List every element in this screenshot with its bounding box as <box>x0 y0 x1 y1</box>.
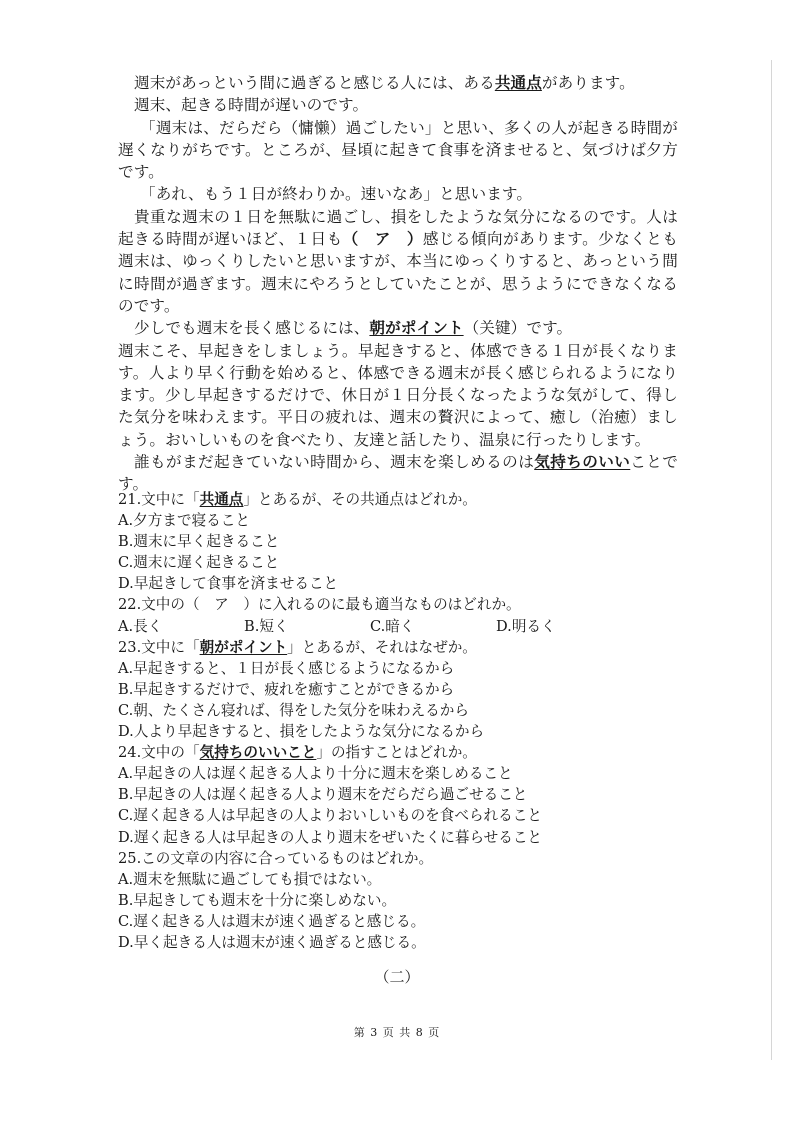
q22-option-a: A.長く <box>118 617 163 635</box>
q24-option-d: D.遅く起きる人は早起きの人より週末をぜいたくに暮らせること <box>118 828 543 846</box>
q25-option-c: C.遅く起きる人は週末が速く過ぎると感じる。 <box>118 912 426 930</box>
q23-option-d: D.人より早起きすると、損をしたような気分になるから <box>118 723 485 741</box>
page-edge-line <box>771 60 772 1060</box>
question-21: 21.文中に「共通点」とあるが、その共通点はどれか。 <box>118 491 477 508</box>
blank-a: （ ア ） <box>342 229 423 249</box>
question-23: 23.文中に「朝がポイント」とあるが、それはなぜか。 <box>118 638 477 656</box>
passage-paragraph-6: 少しでも週末を長く感じるには、朝がポイント（关键）です。 <box>134 318 573 338</box>
q21-option-d: D.早起きして食事を済ませること <box>118 575 339 593</box>
question-22: 22.文中の（ ア ）に入れるのに最も適当なものはどれか。 <box>118 596 521 614</box>
q25-option-a: A.週末を無駄に過ごしても損ではない。 <box>118 870 382 888</box>
q23-option-c: C.朝、たくさん寝れば、得をした気分を味わえるから <box>118 701 469 719</box>
q25-option-b: B.早起きしても週末を十分に楽しめない。 <box>118 891 397 909</box>
q21-option-c: C.週末に遅く起きること <box>118 554 280 572</box>
keyword-kyoutsuuten: 共通点 <box>494 73 542 92</box>
passage-paragraph-8: 誰もがまだ起きていない時間から、週末を楽しめるのは気持ちのいいことです。 <box>118 452 678 494</box>
passage-paragraph-7: 週末こそ、早起きをしましょう。早起きすると、体感できる１日が長くなります。人より早く行動を始めると、体感できる週末が長く感じられるようになります。少し早起きするだけで、休日が１日分長くなったような気がして、得した気分を味わえます。平日の疲れは、週末の贅沢によって、癒し（治癒）ましょう。おいしいものを食べたり、友達と話したり、温泉に行ったりします。 <box>118 341 678 449</box>
question-24: 24.文中の「気持ちのいいこと」の指すことはどれか。 <box>118 744 477 762</box>
q25-option-d: D.早く起きる人は週末が速く過ぎると感じる。 <box>118 933 426 951</box>
passage-paragraph-1: 週末があっという間に過ぎると感じる人には、ある共通点があります。 <box>134 73 635 92</box>
q22-option-d: D.明るく <box>496 617 556 635</box>
passage-paragraph-3: 「週末は、だらだら（慵懒）過ごしたい」と思い、多くの人が起きる時間が遅くなりがちです。ところが、昼頃に起きて食事を済ませると、気づけば夕方です。 <box>118 118 678 182</box>
question-list <box>118 489 698 953</box>
q22-options <box>118 616 698 637</box>
q21-option-a: A.夕方まで寝ること <box>118 512 250 530</box>
passage-paragraph-2: 週末、起きる時間が遅いのです。 <box>134 96 369 115</box>
question-25: 25.この文章の内容に合っているものはどれか。 <box>118 849 434 867</box>
q21-option-b: B.週末に早く起きること <box>118 533 280 551</box>
passage-paragraph-5: 貴重な週末の１日を無駄に過ごし、損をしたような気分になるのです。人は起きる時間が遅いほど、１日も（ ア ）感じる傾向があります。少なくとも週末は、ゆっくりしたいと思いますが、本当にゆっくりすると、あっという間に時間が過ぎます。週末にやろうとしていたことが、思うようにできなくなるのです。 <box>118 207 678 315</box>
passage-paragraph-4: 「あれ、もう１日が終わりか。速いなあ」と思います。 <box>140 185 533 204</box>
q24-option-a: A.早起きの人は遅く起きる人より十分に週末を楽しめること <box>118 765 513 783</box>
keyword-kimochi-no-ii: 気持ちのいい <box>534 452 631 472</box>
q22-option-c: C.暗く <box>370 617 415 635</box>
keyword-asa-ga-pointo: 朝がポイント <box>369 318 464 338</box>
page-footer: 第 3 页 共 8 页 <box>353 1026 441 1039</box>
reading-passage <box>118 72 678 496</box>
q24-option-c: C.遅く起きる人は早起きの人よりおいしいものを食べられること <box>118 807 542 825</box>
section-heading: （二） <box>374 968 420 986</box>
q22-option-b: B.短く <box>244 617 289 635</box>
q24-option-b: B.早起きの人は遅く起きる人より週末をだらだら過ごせること <box>118 786 528 804</box>
q23-option-b: B.早起きするだけで、疲れを癒すことができるから <box>118 680 455 698</box>
q23-option-a: A.早起きすると、１日が長く感じるようになるから <box>118 659 455 677</box>
